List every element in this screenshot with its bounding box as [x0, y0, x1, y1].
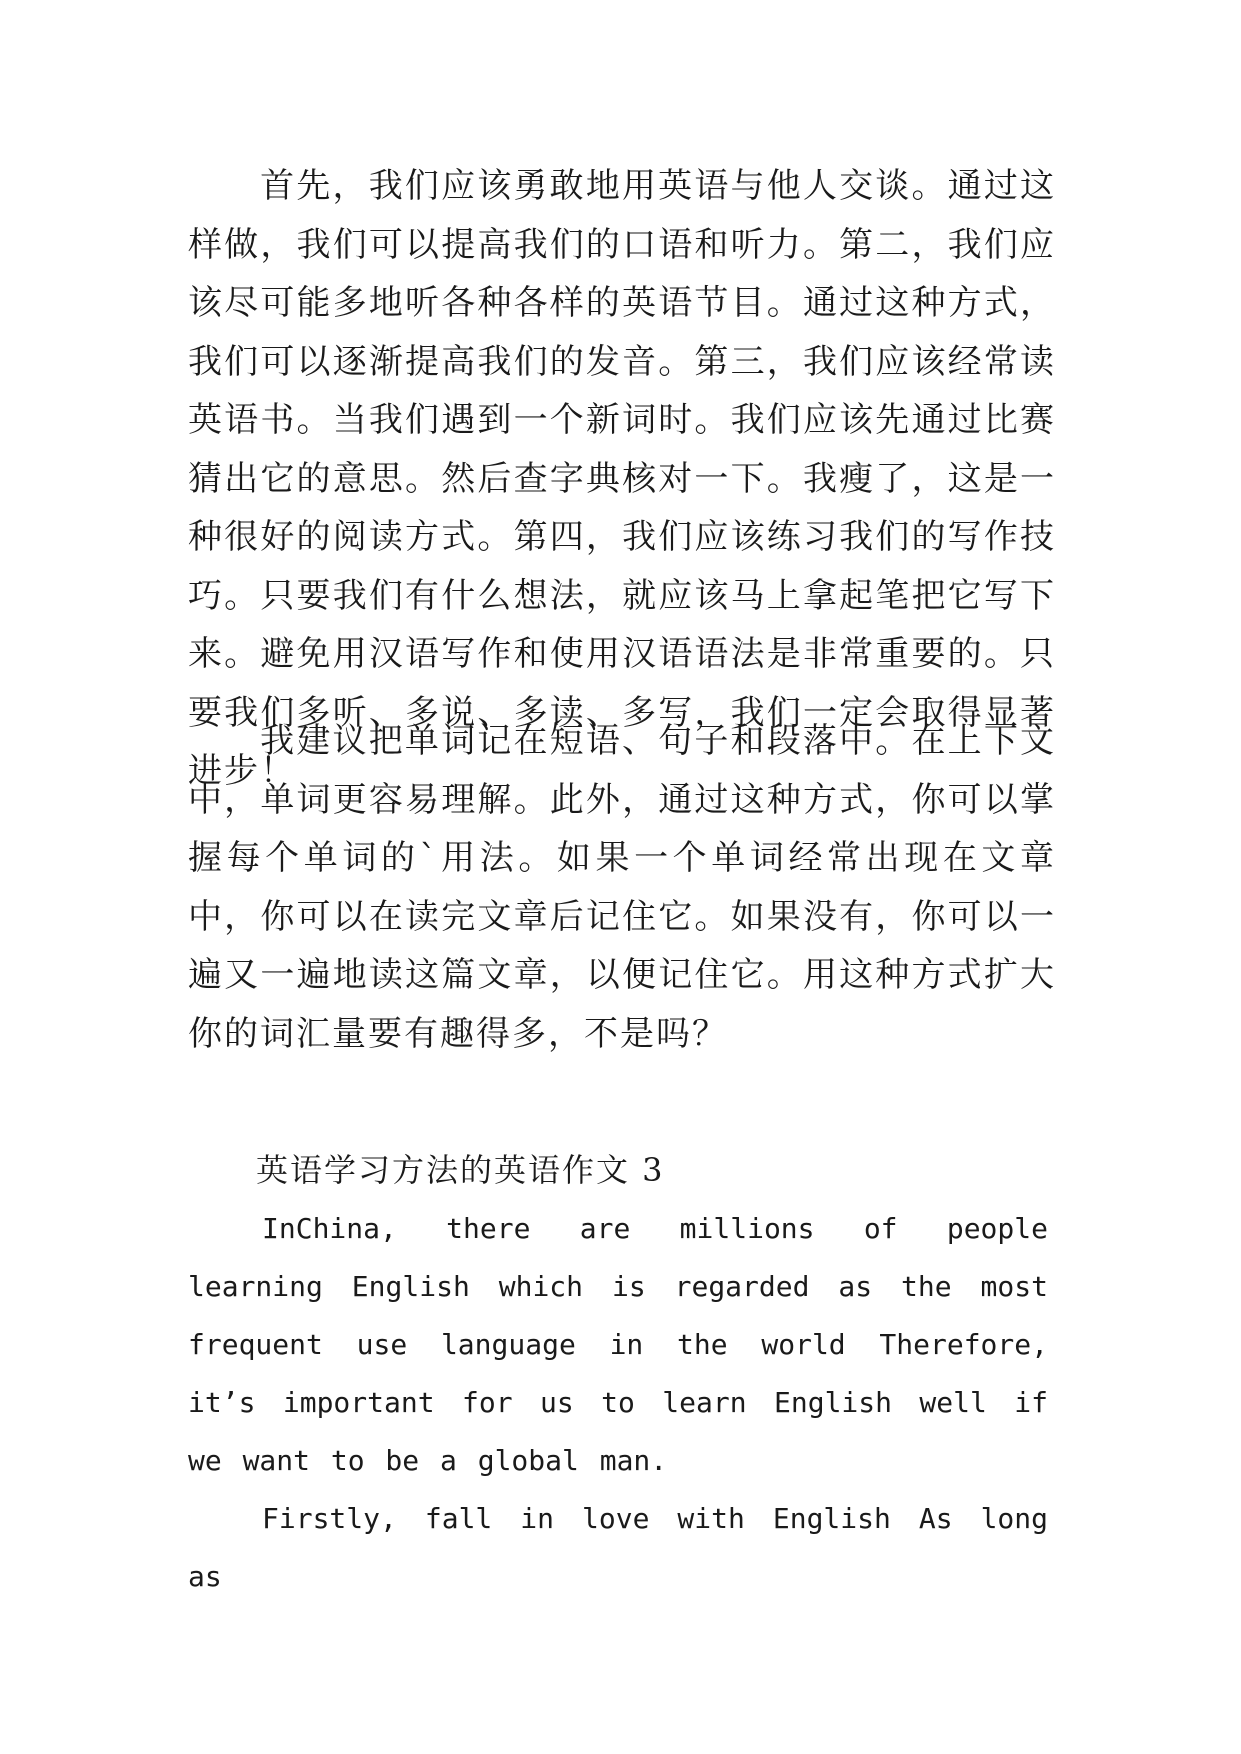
paragraph-english-1: [188, 1200, 1048, 1490]
section-heading: 英语学习方法的英语作文 3: [256, 1151, 665, 1189]
paragraph-english-2: [188, 1490, 1048, 1606]
paragraph-text: InChina, there are millions of people learning English which is regarded as the most frequent use language in the world Therefore, it’s important for us to learn English well if we want to be a global man.: [188, 1212, 1048, 1477]
paragraph-chinese-2: [188, 712, 1056, 1063]
paragraph-text: 我建议把单词记在短语、句子和段落中。在上下文中，单词更容易理解。此外，通过这种方式，你可以掌握每个单词的`用法。如果一个单词经常出现在文章中，你可以在读完文章后记住它。如果没有，你可以一遍又一遍地读这篇文章，以便记住它。用这种方式扩大你的词汇量要有趣得多，不是吗？: [188, 721, 1056, 1054]
paragraph-chinese-1: [188, 157, 1056, 801]
paragraph-text: Firstly, fall in love with English As long as: [188, 1502, 1048, 1593]
paragraph-text: 首先，我们应该勇敢地用英语与他人交谈。通过这样做，我们可以提高我们的口语和听力。第二，我们应该尽可能多地听各种各样的英语节目。通过这种方式，我们可以逐渐提高我们的发音。第三，我们应该经常读英语书。当我们遇到一个新词时。我们应该先通过比赛猜出它的意思。然后查字典核对一下。我瘦了，这是一种很好的阅读方式。第四，我们应该练习我们的写作技巧。只要我们有什么想法，就应该马上拿起笔把它写下来。避免用汉语写作和使用汉语语法是非常重要的。只要我们多听、多说、多读、多写，我们一定会取得显著进步！: [188, 166, 1056, 791]
